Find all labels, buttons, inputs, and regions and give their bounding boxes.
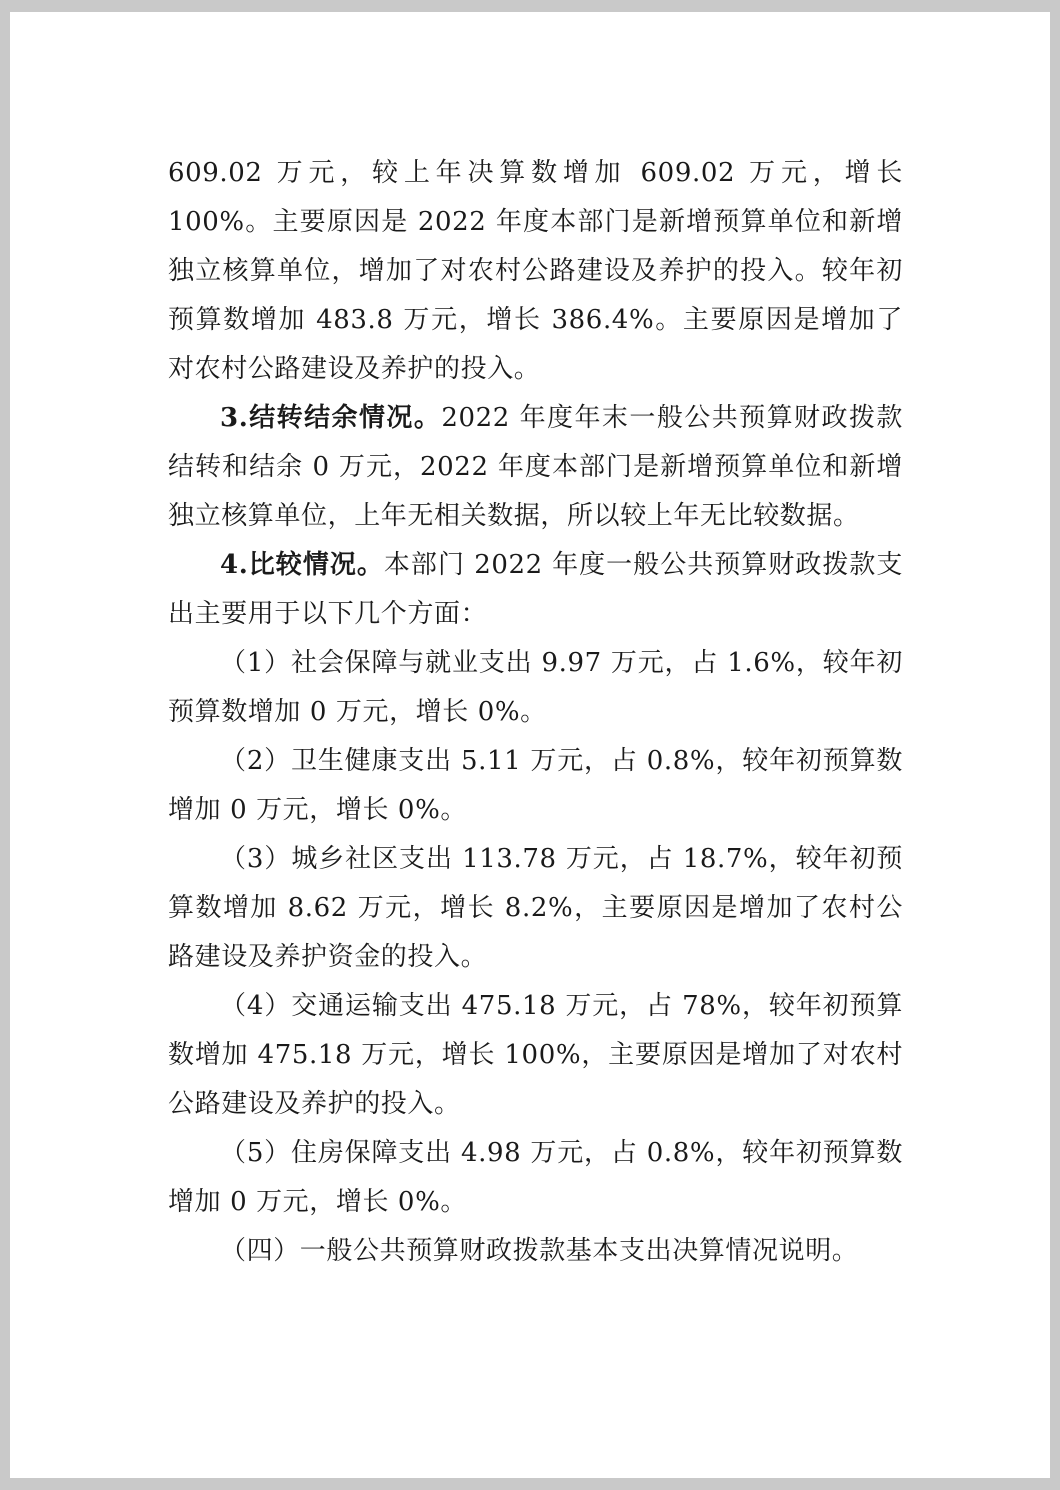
list-item-text: （4）交通运输支出 475.18 万元，占 78%，较年初预算数增加 475.18 万元，增长 100%，主要原因是增加了对农村公路建设及养护的投入。 <box>168 991 903 1119</box>
paragraph-text: 本部门 2022 年度一般公共预算财政拨款支出主要用于以下几个方面： <box>168 550 903 629</box>
list-item-urban-rural <box>168 835 903 982</box>
list-item-health <box>168 737 903 835</box>
list-item-housing <box>168 1129 903 1227</box>
paragraph-text: 609.02 万元，较上年决算数增加 609.02 万元，增长 100%。主要原因是 2022 年度本部门是新增预算单位和新增独立核算单位，增加了对农村公路建设及养护的投入。较年初预算数增加 483.8 万元，增长 386.4%。主要原因是增加了对农村公路建设及养护的投入。 <box>168 158 903 384</box>
list-item-text: （3）城乡社区支出 113.78 万元，占 18.7%，较年初预算数增加 8.62 万元，增长 8.2%，主要原因是增加了农村公路建设及养护资金的投入。 <box>168 844 903 972</box>
paragraph-text: （四）一般公共预算财政拨款基本支出决算情况说明。 <box>220 1236 859 1266</box>
paragraph-comparison <box>168 541 903 639</box>
paragraph-carryover <box>168 394 903 541</box>
section-heading-comparison: 4.比较情况。 <box>220 550 384 580</box>
list-item-text: （1）社会保障与就业支出 9.97 万元，占 1.6%，较年初预算数增加 0 万元，增长 0%。 <box>168 648 903 727</box>
list-item-text: （5）住房保障支出 4.98 万元，占 0.8%，较年初预算数增加 0 万元，增长 0%。 <box>168 1138 903 1217</box>
list-item-social-security <box>168 639 903 737</box>
list-item-transport <box>168 982 903 1129</box>
section-heading-basic-expenditure <box>168 1227 903 1276</box>
paragraph-expenditure-summary <box>168 149 903 394</box>
document-page <box>10 12 1050 1478</box>
list-item-text: （2）卫生健康支出 5.11 万元，占 0.8%，较年初预算数增加 0 万元，增长 0%。 <box>168 746 903 825</box>
paragraph-text: 2022 年度年末一般公共预算财政拨款结转和结余 0 万元，2022 年度本部门是新增预算单位和新增独立核算单位，上年无相关数据，所以较上年无比较数据。 <box>168 403 903 531</box>
document-body <box>168 149 903 1276</box>
section-heading-carryover: 3.结转结余情况。 <box>220 403 442 433</box>
